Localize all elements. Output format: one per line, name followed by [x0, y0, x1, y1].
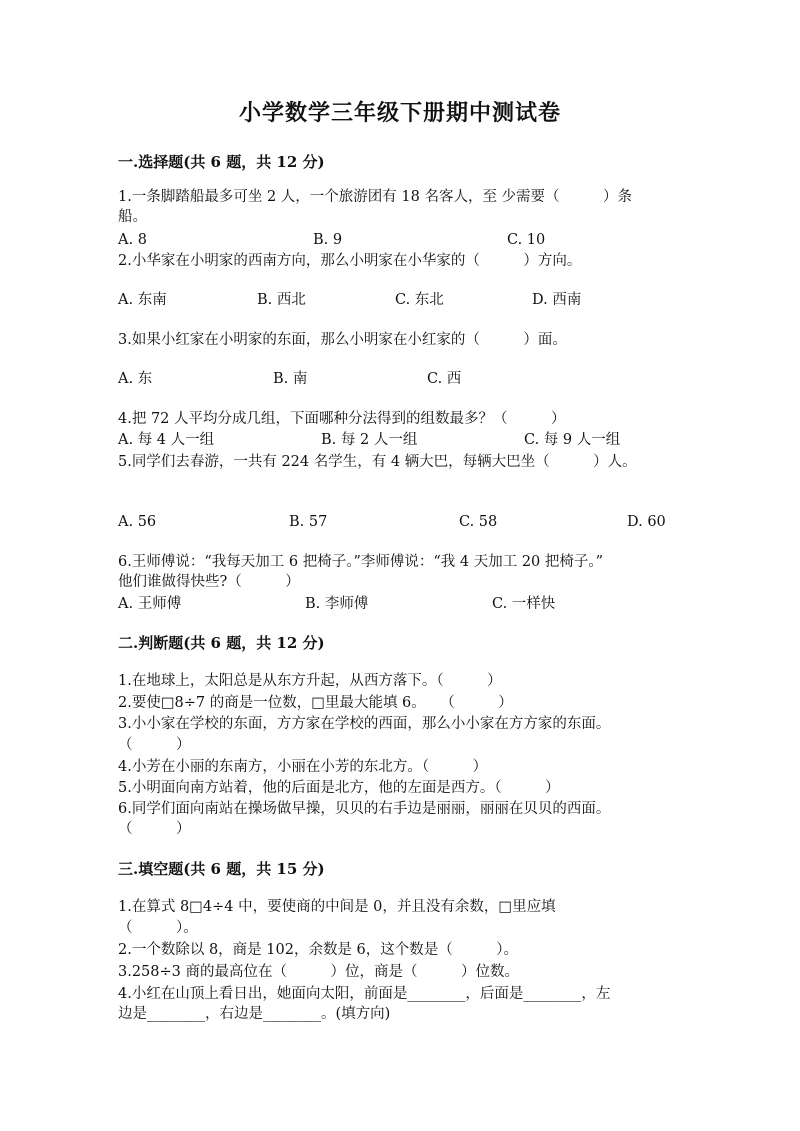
question-3-line-1: 3.如果小红家在小明家的东面，那么小明家在小红家的（ ）面。 [118, 332, 567, 348]
judgement-line: 6.同学们面向南站在操场做早操，贝贝的右手边是丽丽，丽丽在贝贝的西面。 [118, 801, 611, 817]
section-heading-fill-blank: 三.填空题(共 6 题，共 15 分) [118, 860, 325, 878]
question-3-option-b: B. 南 [273, 371, 308, 387]
question-4-line-1: 4.把 72 人平均分成几组，下面哪种分法得到的组数最多？（ ） [118, 411, 566, 427]
question-5-option-d: D. 60 [627, 514, 666, 530]
fill-blank-line: 3.258÷3 商的最高位在（ ）位，商是（ ）位数。 [118, 964, 519, 980]
question-4-option-b: B. 每 2 人一组 [321, 432, 418, 448]
fill-blank-line: 1.在算式 8□4÷4 中，要使商的中间是 0，并且没有余数，□里应填 [118, 899, 556, 915]
judgement-line: （ ） [118, 737, 191, 753]
fill-blank-line: 2.一个数除以 8，商是 102，余数是 6，这个数是（ ）。 [118, 942, 519, 958]
judgement-line: 3.小小家在学校的东面，方方家在学校的西面，那么小小家在方方家的东面。 [118, 716, 611, 732]
section-heading-choice: 一.选择题(共 6 题，共 12 分) [118, 153, 325, 171]
judgement-line: （ ） [118, 821, 191, 837]
judgement-line: 5.小明面向南方站着，他的后面是北方，他的左面是西方。（ ） [118, 780, 560, 796]
question-1-option-c: C. 10 [507, 232, 546, 248]
page-title: 小学数学三年级下册期中测试卷 [238, 100, 561, 126]
question-1-option-b: B. 9 [313, 232, 343, 248]
fill-blank-line: 边是________，右边是________。(填方向) [118, 1006, 391, 1022]
question-6-line-1: 6.王师傅说：“我每天加工 6 把椅子。”李师傅说：“我 4 天加工 20 把椅子。” [118, 554, 604, 570]
question-2-option-a: A. 东南 [118, 292, 167, 308]
question-6-option-b: B. 李师傅 [305, 596, 369, 612]
judgement-line: 4.小芳在小丽的东南方，小丽在小芳的东北方。（ ） [118, 759, 488, 775]
question-2-line-1: 2.小华家在小明家的西南方向，那么小明家在小华家的（ ）方向。 [118, 253, 582, 269]
question-2-option-b: B. 西北 [257, 292, 306, 308]
question-6-option-c: C. 一样快 [492, 596, 556, 612]
question-4-option-a: A. 每 4 人一组 [118, 432, 215, 448]
question-1-line-1: 1.一条脚踏船最多可坐 2 人，一个旅游团有 18 名客人，至 少需要（ ）条 [118, 189, 633, 205]
question-1-line-2: 船。 [118, 209, 147, 225]
question-6-option-a: A. 王师傅 [118, 596, 182, 612]
question-5-option-c: C. 58 [459, 514, 498, 530]
question-4-option-c: C. 每 9 人一组 [524, 432, 621, 448]
question-3-option-a: A. 东 [118, 371, 153, 387]
judgement-line: 1.在地球上，太阳总是从东方升起，从西方落下。（ ） [118, 673, 502, 689]
question-3-option-c: C. 西 [427, 371, 462, 387]
question-6-line-2: 他们谁做得快些?（ ） [118, 574, 300, 590]
question-5-option-a: A. 56 [118, 514, 157, 530]
question-2-option-d: D. 西南 [532, 292, 582, 308]
judgement-line: 2.要使□8÷7 的商是一位数，□里最大能填 6。 （ ） [118, 695, 513, 711]
question-5-option-b: B. 57 [289, 514, 328, 530]
section-heading-judgement: 二.判断题(共 6 题，共 12 分) [118, 634, 325, 652]
fill-blank-line: （ ）。 [118, 920, 198, 936]
question-1-option-a: A. 8 [118, 232, 147, 248]
fill-blank-line: 4.小红在山顶上看日出，她面向太阳，前面是________，后面是________，左 [118, 986, 611, 1002]
question-2-option-c: C. 东北 [395, 292, 444, 308]
question-5-line-1: 5.同学们去春游，一共有 224 名学生，有 4 辆大巴，每辆大巴坐（ ）人。 [118, 454, 637, 470]
